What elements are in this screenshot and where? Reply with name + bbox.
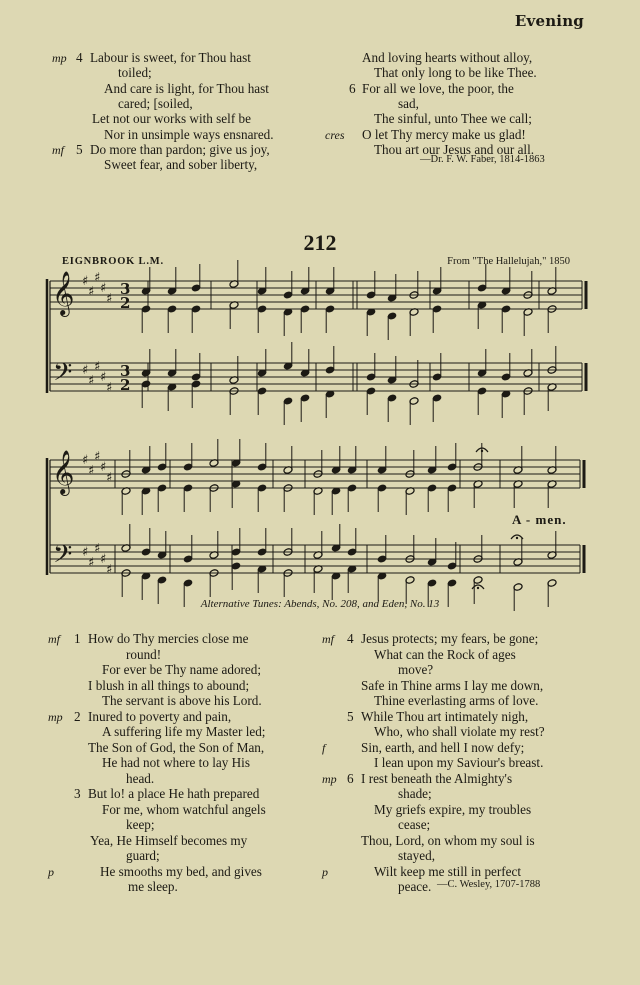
sharp-sign: ♯ — [82, 274, 89, 289]
verse-text: Yea, He Himself becomes my — [90, 832, 248, 848]
verse-text: For ever be Thy name adored; — [102, 662, 262, 677]
fermata-dot — [516, 537, 518, 539]
sharp-sign: ♯ — [94, 449, 101, 465]
fermata-dot — [481, 450, 483, 452]
verse-number: 1 — [74, 631, 81, 646]
dynamic-marking: mf — [52, 142, 64, 157]
bass-clef: 𝄢 — [53, 540, 73, 575]
verse-text: Let not our works with self be — [92, 111, 251, 127]
verse-text: toiled; — [118, 65, 152, 81]
sharp-sign: ♯ — [100, 552, 107, 567]
verse-text: For all we love, the poor, the — [362, 80, 514, 96]
verse-text: peace. — [398, 879, 432, 894]
verse-text: My griefs expire, my troubles — [374, 801, 532, 817]
sharp-sign: ♯ — [88, 284, 95, 300]
verse-text: While Thou art intimately nigh, — [361, 708, 529, 724]
verse-text: Sin, earth, and hell I now defy; — [361, 739, 525, 755]
verse-text: cease; — [398, 817, 431, 832]
verse-text: I blush in all things to abound; — [88, 677, 250, 693]
verse-text: A suffering life my Master led; — [102, 724, 266, 739]
sharp-sign: ♯ — [100, 281, 107, 296]
verse-text: Labour is sweet, for Thou hast — [90, 50, 251, 65]
verse-text: He smooths my bed, and gives — [100, 863, 262, 879]
alternative-tunes: Alternative Tunes: Abends, No. 208, and Eden, No. 13 — [200, 598, 440, 610]
dynamic-marking: mp — [322, 771, 337, 786]
dynamic-marking: mp — [52, 51, 67, 65]
verse-text: move? — [398, 662, 434, 677]
verse-text: Jesus protects; my fears, be gone; — [361, 631, 539, 646]
bass-clef: 𝄢 — [53, 358, 73, 393]
sharp-sign: ♯ — [88, 463, 95, 479]
time-signature-bottom: 2 — [120, 294, 131, 312]
verse-text: He had not where to lay His — [102, 755, 250, 770]
verse-text: The Son of God, the Son of Man, — [88, 739, 265, 755]
time-signature-top: 3 — [120, 280, 131, 298]
sharp-sign: ♯ — [100, 460, 107, 475]
verse-text: shade; — [398, 786, 432, 801]
sharp-sign: ♯ — [94, 270, 101, 286]
fermata-dot — [477, 587, 479, 589]
verse-number: 4 — [347, 631, 354, 646]
verse-text: Thine everlasting arms of love. — [374, 693, 539, 708]
dynamic-marking: f — [322, 740, 326, 755]
verse-number: 5 — [76, 141, 83, 157]
verse-text: cared; [soiled, — [118, 95, 193, 111]
tune-source: From "The Hallelujah," 1850 — [447, 256, 570, 267]
verse-text: Thou, Lord, on whom my soul is — [361, 832, 535, 848]
dynamic-marking: mf — [48, 632, 60, 646]
verse-text: Inured to poverty and pain, — [88, 708, 232, 724]
verse-number: 6 — [347, 770, 354, 786]
verse-text: round! — [126, 646, 162, 662]
sharp-sign: ♯ — [100, 370, 107, 385]
verse-number: 2 — [74, 708, 81, 724]
dynamic-marking: mp — [48, 709, 63, 724]
dynamic-marking: p — [322, 864, 328, 879]
verse-number: 5 — [347, 708, 354, 724]
sharp-sign: ♯ — [106, 470, 113, 486]
time-signature-bottom: 2 — [120, 376, 131, 394]
sharp-sign: ♯ — [82, 453, 89, 468]
verse-number: 6 — [349, 80, 356, 96]
time-signature-top: 3 — [120, 362, 131, 380]
verse-text: What can the Rock of ages — [374, 646, 516, 662]
sharp-sign: ♯ — [106, 291, 113, 307]
verse-text: But lo! a place He hath prepared — [88, 786, 260, 801]
verse-text: Nor in unsimple ways ensnared. — [104, 126, 274, 142]
verse-number: 4 — [76, 50, 83, 65]
verse-text: keep; — [126, 817, 155, 832]
verse-text: That only long to be like Thee. — [374, 65, 537, 81]
verse-text: How do Thy mercies close me — [88, 631, 249, 646]
verse-text: Thou art our Jesus and our all. — [374, 141, 535, 157]
verse-text: For me, whom watchful angels — [102, 801, 266, 817]
verse-text: Who, who shall violate my rest? — [374, 724, 545, 739]
tune-name: EIGNBROOK L.M. — [62, 256, 164, 267]
verse-text: I lean upon my Saviour's breast. — [374, 755, 544, 770]
verse-text: head. — [126, 770, 155, 786]
verse-text: And loving hearts without alloy, — [362, 50, 533, 65]
dynamic-marking: cres — [325, 127, 345, 142]
verse-text: I rest beneath the Almighty's — [361, 770, 513, 786]
verse-text: Safe in Thine arms I lay me down, — [361, 677, 544, 693]
page-section-title: Evening — [514, 12, 584, 30]
verse-number: 3 — [74, 786, 81, 801]
treble-clef: 𝄞 — [52, 450, 75, 494]
verse-text: Do more than pardon; give us joy, — [90, 141, 270, 157]
verse-text: me sleep. — [128, 879, 178, 894]
amen-lyric: A - men. — [512, 512, 567, 527]
verse-text: And care is light, for Thou hast — [104, 80, 269, 96]
sharp-sign: ♯ — [106, 562, 113, 578]
verse-text: O let Thy mercy make us glad! — [362, 126, 526, 142]
sharp-sign: ♯ — [88, 555, 95, 571]
sharp-sign: ♯ — [106, 380, 113, 396]
sharp-sign: ♯ — [94, 359, 101, 375]
dynamic-marking: p — [48, 864, 54, 879]
dynamic-marking: mf — [322, 632, 334, 646]
verse-text: sad, — [398, 95, 419, 111]
prev-hymn-attribution: —Dr. F. W. Faber, 1814-1863 — [420, 154, 545, 165]
sharp-sign: ♯ — [88, 373, 95, 389]
verse-text: Wilt keep me still in perfect — [374, 863, 522, 879]
sharp-sign: ♯ — [94, 541, 101, 557]
verse-text: The sinful, unto Thee we call; — [374, 111, 532, 127]
treble-clef: 𝄞 — [52, 271, 75, 315]
verse-text: guard; — [126, 848, 160, 863]
verse-text: The servant is above his Lord. — [102, 693, 262, 708]
verse-text: Sweet fear, and sober liberty, — [104, 157, 258, 173]
hymn-number: 212 — [303, 230, 337, 255]
verse-text: stayed, — [398, 848, 435, 863]
sharp-sign: ♯ — [82, 545, 89, 560]
hymn-attribution: —C. Wesley, 1707-1788 — [437, 879, 541, 890]
sharp-sign: ♯ — [82, 363, 89, 378]
